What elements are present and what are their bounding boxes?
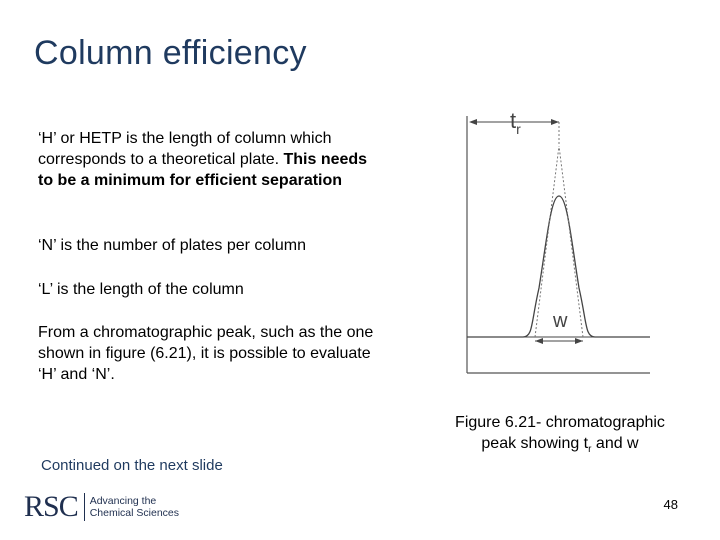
tr-arrow-head-left [469, 119, 477, 125]
left-tangent [535, 146, 559, 337]
l-paragraph: ‘L’ is the length of the column [38, 281, 244, 298]
caption-line2-pre: peak showing t [481, 435, 589, 452]
tagline-line1: Advancing the [89, 495, 157, 507]
tagline-line2: Chemical Sciences [89, 507, 180, 519]
page-number: 48 [663, 497, 678, 512]
chromatogram-figure [455, 108, 655, 378]
w-label: w [553, 310, 568, 332]
right-tangent [559, 146, 583, 337]
caption-line2-sub: r [588, 444, 592, 456]
continued-note: Continued on the next slide [41, 457, 223, 474]
figure-caption [415, 412, 705, 460]
rsc-logo-mark: RSC [24, 490, 78, 523]
caption-line2-post: and w [591, 435, 639, 452]
hetp-text: ‘H’ or HETP is the length of column which corresponds to a theoretical plate. [38, 130, 332, 168]
rsc-logo [24, 490, 179, 524]
logo-divider [84, 493, 85, 521]
slide-title: Column efficiency [34, 34, 307, 72]
caption-line2 [415, 433, 705, 460]
n-paragraph: ‘N’ is the number of plates per column [38, 237, 306, 254]
w-arrow-head-right [575, 338, 583, 344]
tr-arrow-head-right [551, 119, 559, 125]
rsc-logo-tagline [90, 495, 179, 519]
hetp-emphasis: This needs to be a minimum for efficient separation [38, 151, 368, 189]
tr-label: $t_r$ [510, 108, 521, 137]
peak-paragraph: From a chromatographic peak, such as the one shown in figure (6.21), it is possible to evaluate ‘H’ and ‘N’. [38, 324, 374, 383]
caption-line1: Figure 6.21- chromatographic [455, 414, 665, 431]
w-arrow-head-left [535, 338, 543, 344]
hetp-paragraph [38, 128, 383, 191]
